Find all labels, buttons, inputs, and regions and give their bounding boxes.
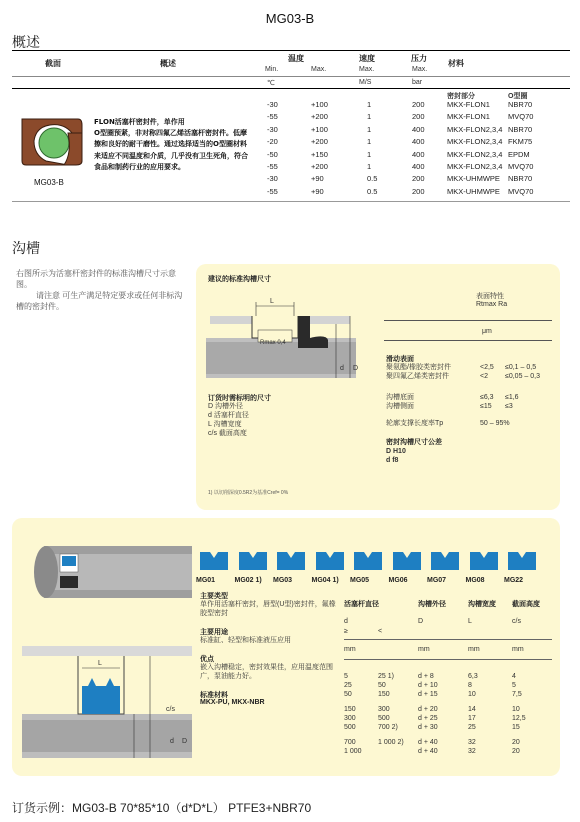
page-title: MG03-B bbox=[265, 11, 315, 26]
dims-L: 8 bbox=[468, 682, 472, 689]
dims-d1: 300 bbox=[344, 715, 356, 722]
ov-pressure: 200 bbox=[412, 112, 425, 122]
groove-surface-item-2: 沟槽侧面 bbox=[386, 403, 414, 410]
th-section: 截面 bbox=[45, 59, 61, 68]
groove-ra-2: ≤3 bbox=[505, 403, 513, 410]
main-use: 标准缸、轻型和标准液压应用 bbox=[200, 637, 291, 644]
sliding-rt-2: <2 bbox=[480, 373, 488, 380]
overview-row bbox=[258, 173, 558, 185]
unit-mm-1: mm bbox=[344, 646, 356, 653]
sliding-ra bbox=[505, 363, 540, 381]
ov-speed: 1 bbox=[367, 161, 372, 171]
panel2-label-D: D bbox=[182, 738, 188, 745]
profile-shape-icon bbox=[237, 548, 269, 572]
profile-label: MG05 bbox=[350, 577, 370, 584]
order-example-label: 订货示例： bbox=[12, 801, 73, 815]
dims-d2: 25 1) bbox=[378, 673, 394, 680]
col-cs-height: 截面高度 bbox=[512, 601, 540, 608]
dims-d2: 700 2) bbox=[378, 724, 398, 731]
profile-shape-icon bbox=[391, 548, 423, 572]
surface-title: 表面特性 bbox=[476, 293, 504, 300]
order-dims-title: 订货时需标明的尺寸 bbox=[208, 395, 271, 402]
th-seal-part: 密封部分 bbox=[447, 93, 475, 100]
sliding-items bbox=[386, 363, 451, 381]
overview-rule-head bbox=[12, 88, 570, 89]
profile-label: MG07 bbox=[427, 577, 447, 584]
ov-part: MKX-FLON2,3,4 bbox=[447, 161, 503, 171]
ov-speed: 1 bbox=[367, 112, 372, 122]
sym-cs: c/s bbox=[512, 618, 521, 625]
panel1-rule1 bbox=[384, 320, 552, 321]
profile-shape-icon bbox=[506, 548, 538, 572]
dims-L: 25 bbox=[468, 724, 476, 731]
ov-part: MKX-FLON2,3,4 bbox=[447, 124, 503, 134]
ov-max: +150 bbox=[311, 149, 328, 159]
ov-part: MKX-FLON1 bbox=[447, 100, 490, 109]
ov-pressure: 200 bbox=[412, 186, 425, 196]
dims-D: d + 8 bbox=[418, 673, 434, 680]
dims-cs: 7,5 bbox=[512, 691, 522, 698]
ov-speed: 1 bbox=[367, 137, 372, 147]
dims-d2: 1 000 2) bbox=[378, 739, 404, 746]
sliding-item-1: 聚氨酯/橡胶类密封件 bbox=[386, 364, 451, 371]
dims-D: d + 40 bbox=[418, 748, 438, 755]
dims-rule2 bbox=[344, 659, 552, 660]
overview-rule-top bbox=[12, 50, 570, 51]
dims-rule1 bbox=[344, 639, 552, 640]
ov-max: +90 bbox=[311, 186, 324, 196]
overview-row bbox=[258, 136, 558, 148]
profile-shape-icon bbox=[468, 548, 500, 572]
bearing-label: 轮廓支撑长度率Tp bbox=[386, 420, 444, 427]
groove-surface-items bbox=[386, 393, 414, 411]
ov-oring: NBR70 bbox=[508, 174, 533, 184]
ov-speed: 1 bbox=[367, 124, 372, 134]
groove-intro-line2: 请注意 可生产满足特定要求或任何非标沟槽的密封件。 bbox=[16, 291, 183, 311]
main-use-title: 主要用途 bbox=[200, 629, 228, 636]
panel1-footnote: 1) 以切削深度0.5R2为基准Cref= 0% bbox=[208, 490, 289, 496]
th-pressure: 压力 bbox=[411, 54, 427, 63]
groove-intro bbox=[16, 268, 186, 312]
panel2-label-d: d bbox=[170, 738, 174, 745]
ov-oring: MVQ70 bbox=[508, 161, 534, 171]
sliding-ra-1: ≤0,1 – 0,5 bbox=[505, 364, 537, 371]
surface-cols: Rtmax Ra bbox=[476, 301, 508, 308]
unit-temp: ℃ bbox=[267, 80, 275, 87]
dims-d1: 1 000 bbox=[344, 748, 362, 755]
panel1-title: 建议的标准沟槽尺寸 bbox=[208, 276, 271, 283]
profile-shape-icon bbox=[275, 548, 307, 572]
dims-cs: 12,5 bbox=[512, 715, 526, 722]
th-pressure-max: Max. bbox=[412, 66, 428, 73]
order-dims-items bbox=[208, 402, 249, 438]
rod-seal-diagram bbox=[22, 536, 192, 762]
panel1-label-L: L bbox=[270, 298, 274, 305]
th-max: Max. bbox=[311, 66, 327, 73]
ov-min: -30 bbox=[267, 100, 278, 109]
ov-min: -30 bbox=[267, 124, 278, 134]
dims-d2: 50 bbox=[378, 682, 386, 689]
ov-min: -50 bbox=[267, 149, 278, 159]
dims-cs: 20 bbox=[512, 748, 520, 755]
col-rod-diameter: 活塞杆直径 bbox=[344, 601, 379, 608]
ov-max: +100 bbox=[311, 100, 328, 109]
dims-row bbox=[344, 714, 554, 723]
panel1-label-d: d bbox=[340, 365, 344, 372]
dims-L: 32 bbox=[468, 739, 476, 746]
th-min: Min. bbox=[265, 66, 279, 73]
ov-speed: 0.5 bbox=[367, 174, 378, 184]
main-type: 单作用活塞杆密封，唇型(U型)密封件，氟橡胶型密封 bbox=[200, 601, 336, 617]
ov-min: -55 bbox=[267, 161, 278, 171]
dims-row bbox=[344, 738, 554, 747]
dims-L: 17 bbox=[468, 715, 476, 722]
ov-part: MKX-UHMWPE bbox=[447, 174, 500, 184]
dims-row bbox=[344, 705, 554, 714]
order-example bbox=[12, 799, 311, 816]
profile-label: MG22 bbox=[504, 577, 524, 584]
profile-shape-icon bbox=[314, 548, 346, 572]
profile-shape-icon bbox=[198, 548, 230, 572]
ov-oring: EPDM bbox=[508, 149, 530, 159]
order-example-value: MG03-B 70*85*10（d*D*L） PTFE3+NBR70 bbox=[72, 801, 312, 815]
ov-min: -55 bbox=[267, 112, 278, 122]
profile-label: MG03 bbox=[273, 577, 293, 584]
panel2-label-cs: c/s bbox=[166, 706, 175, 713]
dims-D: d + 15 bbox=[418, 691, 438, 698]
seal-description: FLON活塞杆密封件，单作用 O型圈预紧，非对称四氟乙烯活塞杆密封件。低摩擦和良好的耐干磨性。通过选择适当的O型圈材料来适应不同温度和介质，几乎没有卫生死角，符合食品和制药行业的应用要求。 bbox=[94, 118, 248, 171]
ov-speed: 1 bbox=[367, 149, 372, 159]
overview-rule-mid bbox=[12, 76, 570, 77]
ov-max: +200 bbox=[311, 161, 328, 171]
ov-part: MKX-FLON2,3,4 bbox=[447, 137, 503, 147]
unit-speed: M/S bbox=[359, 79, 372, 86]
profile-shape-icon bbox=[352, 548, 384, 572]
sliding-item-2: 聚四氟乙烯类密封件 bbox=[386, 373, 449, 380]
profile-row bbox=[196, 548, 552, 588]
dims-d2: 150 bbox=[378, 691, 390, 698]
sliding-title: 滑动表面 bbox=[386, 356, 414, 363]
unit-mm-2: mm bbox=[418, 646, 430, 653]
order-dim-1: D 沟槽外径 bbox=[208, 403, 243, 410]
dims-D: d + 20 bbox=[418, 706, 438, 713]
ov-pressure: 400 bbox=[412, 124, 425, 134]
dims-table-rows bbox=[344, 672, 554, 756]
overview-rule-bottom bbox=[12, 201, 570, 202]
groove-ra bbox=[505, 393, 519, 411]
dims-d1: 700 bbox=[344, 739, 356, 746]
tolerance-items bbox=[386, 447, 406, 465]
groove-rt-2: ≤15 bbox=[480, 403, 492, 410]
dims-d1: 150 bbox=[344, 706, 356, 713]
profile-shape-icon bbox=[429, 548, 461, 572]
overview-table-rows bbox=[258, 99, 558, 198]
ov-pressure: 400 bbox=[412, 161, 425, 171]
overview-row bbox=[258, 124, 558, 136]
dims-d2: 300 bbox=[378, 706, 390, 713]
profile-label: MG02 1) bbox=[234, 577, 262, 584]
dims-d2: 500 bbox=[378, 715, 390, 722]
unit-pressure: bar bbox=[412, 79, 423, 86]
th-overview: 概述 bbox=[160, 59, 176, 68]
ov-oring: FKM75 bbox=[508, 137, 533, 147]
ov-pressure: 200 bbox=[412, 174, 425, 184]
col-groove-width: 沟槽宽度 bbox=[468, 601, 496, 608]
th-speed-max: Max. bbox=[359, 66, 375, 73]
sym-lt: < bbox=[378, 628, 383, 635]
dims-row bbox=[344, 690, 554, 699]
col-groove-od: 沟槽外径 bbox=[418, 601, 446, 608]
dims-d1: 25 bbox=[344, 682, 352, 689]
seal-name: MG03-B bbox=[34, 178, 64, 187]
sym-ge: ≥ bbox=[344, 628, 348, 635]
dims-cs: 15 bbox=[512, 724, 520, 731]
dims-L: 32 bbox=[468, 748, 476, 755]
ov-pressure: 400 bbox=[412, 137, 425, 147]
sliding-rt bbox=[480, 363, 494, 381]
ov-part: MKX-FLON2,3,4 bbox=[447, 149, 503, 159]
dims-D: d + 30 bbox=[418, 724, 438, 731]
dims-d1: 50 bbox=[344, 691, 352, 698]
ov-speed: 1 bbox=[367, 100, 372, 109]
groove-rt bbox=[480, 393, 494, 411]
features: 嵌入沟槽稳定，密封效果佳，应用温度范围广，泵油能力好。 bbox=[200, 664, 333, 680]
dims-row bbox=[344, 681, 554, 690]
ov-min: -20 bbox=[267, 137, 278, 147]
profile-label: MG06 bbox=[388, 577, 408, 584]
dims-L: 6,3 bbox=[468, 673, 478, 680]
th-temp: 温度 bbox=[288, 54, 304, 63]
groove-rt-1: ≤6,3 bbox=[480, 394, 494, 401]
panel1-label-rmax: Rmax 0,4 bbox=[260, 340, 286, 346]
overview-row bbox=[258, 149, 558, 161]
features-title: 优点 bbox=[200, 656, 214, 663]
ov-part: MKX-UHMWPE bbox=[447, 186, 500, 196]
unit-mm-4: mm bbox=[512, 646, 524, 653]
ov-max: +200 bbox=[311, 112, 328, 122]
ov-max: +200 bbox=[311, 137, 328, 147]
th-oring: O型圈 bbox=[508, 93, 528, 100]
sym-D: D bbox=[418, 618, 424, 625]
dims-cs: 10 bbox=[512, 706, 520, 713]
dims-d1: 500 bbox=[344, 724, 356, 731]
groove-ra-1: ≤1,6 bbox=[505, 394, 519, 401]
bearing-value: 50 – 95% bbox=[480, 420, 510, 427]
overview-heading: 概述 bbox=[12, 34, 40, 50]
dims-L: 14 bbox=[468, 706, 476, 713]
tolerance-item-2: d f8 bbox=[386, 457, 399, 464]
panel1-label-D: D bbox=[353, 365, 359, 372]
ov-part: MKX-FLON1 bbox=[447, 112, 490, 122]
ov-pressure: 200 bbox=[412, 100, 425, 109]
profile-label: MG08 bbox=[465, 577, 485, 584]
order-dim-2: d 活塞杆直径 bbox=[208, 412, 249, 419]
panel1-rule2 bbox=[384, 340, 552, 341]
groove-diagram bbox=[206, 290, 366, 390]
main-type-title: 主要类型 bbox=[200, 593, 228, 600]
dims-cs: 20 bbox=[512, 739, 520, 746]
ov-max: +100 bbox=[311, 124, 328, 134]
dims-d1: 5 bbox=[344, 673, 348, 680]
tolerance-item-1: D H10 bbox=[386, 448, 406, 455]
profile-label: MG01 bbox=[196, 577, 216, 584]
ov-oring: NBR70 bbox=[508, 124, 533, 134]
dims-D: d + 25 bbox=[418, 715, 438, 722]
ov-max: +90 bbox=[311, 174, 324, 184]
std-material: MKX-PU, MKX-NBR bbox=[200, 699, 265, 706]
ov-oring: NBR70 bbox=[508, 100, 533, 109]
panel2-label-L: L bbox=[98, 660, 102, 667]
ov-speed: 0.5 bbox=[367, 186, 378, 196]
unit-mm-3: mm bbox=[468, 646, 480, 653]
profile-label: MG04 1) bbox=[311, 577, 339, 584]
overview-row bbox=[258, 111, 558, 123]
ov-oring: MVQ70 bbox=[508, 112, 534, 122]
dims-D: d + 40 bbox=[418, 739, 438, 746]
dims-cs: 4 bbox=[512, 673, 516, 680]
sliding-ra-2: ≤0,05 – 0,3 bbox=[505, 373, 540, 380]
sym-L: L bbox=[468, 618, 472, 625]
order-dim-3: L 沟槽宽度 bbox=[208, 421, 242, 428]
overview-row bbox=[258, 161, 558, 173]
tolerance-title: 密封沟槽尺寸公差 bbox=[386, 439, 442, 446]
dims-row bbox=[344, 747, 554, 756]
order-dim-4: c/s 截面高度 bbox=[208, 430, 247, 437]
th-speed: 速度 bbox=[359, 54, 375, 63]
overview-row bbox=[258, 186, 558, 198]
ov-pressure: 400 bbox=[412, 149, 425, 159]
ov-oring: MVQ70 bbox=[508, 186, 534, 196]
dims-cs: 5 bbox=[512, 682, 516, 689]
dims-row bbox=[344, 723, 554, 732]
ov-min: -55 bbox=[267, 186, 278, 196]
ov-min: -30 bbox=[267, 174, 278, 184]
overview-row bbox=[258, 99, 558, 111]
dims-D: d + 10 bbox=[418, 682, 438, 689]
std-material-title: 标准材料 bbox=[200, 692, 228, 699]
groove-surface-item-1: 沟槽底面 bbox=[386, 394, 414, 401]
th-material: 材料 bbox=[448, 59, 464, 68]
groove-intro-line1: 右图所示为活塞杆密封件的标准沟槽尺寸示意图。 bbox=[16, 269, 176, 289]
groove-heading: 沟槽 bbox=[12, 240, 40, 256]
seal-cross-section-image bbox=[18, 115, 84, 169]
sliding-rt-1: <2,5 bbox=[480, 364, 494, 371]
surface-unit: μm bbox=[482, 328, 492, 335]
dims-L: 10 bbox=[468, 691, 476, 698]
dims-row bbox=[344, 672, 554, 681]
sym-d: d bbox=[344, 618, 348, 625]
